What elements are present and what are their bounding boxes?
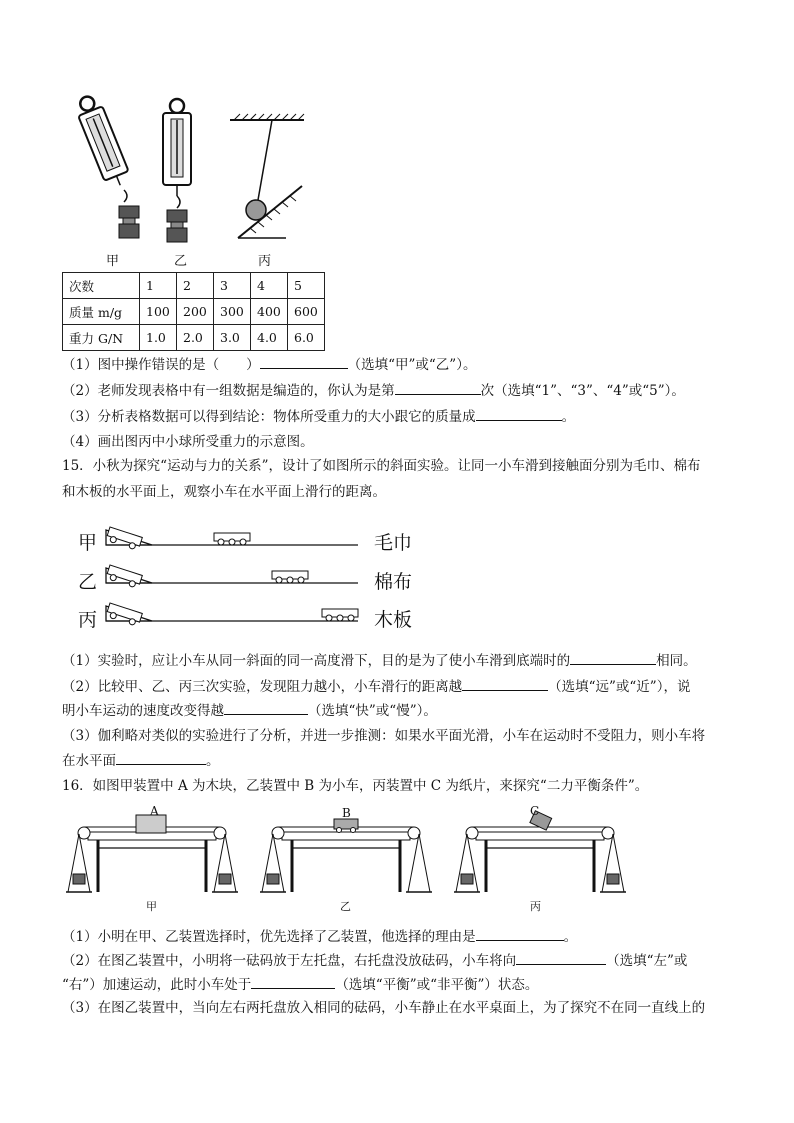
answer-blank[interactable] xyxy=(224,700,308,715)
answer-blank[interactable] xyxy=(476,406,562,421)
cart-letter-b: B xyxy=(342,806,351,820)
spring-scale-tilted-figure xyxy=(0,0,794,260)
row-label-jia: 甲 xyxy=(78,532,98,554)
figure-caption-bing: 丙 xyxy=(530,900,541,913)
table-cell: 1 xyxy=(140,273,177,299)
q15-part-2-cont: 明小车运动的速度改变得越 （选填“快”或“慢”）。 xyxy=(62,700,437,721)
q15-part-3-cont: 在水平面 。 xyxy=(62,750,220,771)
surface-label-towel: 毛巾 xyxy=(374,532,413,554)
table-row xyxy=(63,325,325,351)
q15-part-2: （2）比较甲、乙、丙三次实验，发现阻力越小，小车滑行的距离越 （选填“远”或“近”），说 xyxy=(62,676,690,697)
table-cell: 200 xyxy=(177,299,214,325)
table-row xyxy=(63,273,325,299)
table-cell: 3 xyxy=(214,273,251,299)
balance-apparatus-diagram xyxy=(0,800,794,910)
q15-stem-line-2: 和木板的水平面上，观察小车在水平面上滑行的距离。 xyxy=(62,484,386,500)
q15-part-3: （3）伽利略对类似的实验进行了分析，并进一步推测：如果水平面光滑，小车在运动时不受阻力，则小车将 xyxy=(62,728,706,744)
table-cell: 4 xyxy=(251,273,288,299)
table-cell: 次数 xyxy=(63,273,140,299)
table-cell: 4.0 xyxy=(251,325,288,351)
q15-part-1: （1）实验时，应让小车从同一斜面的同一高度滑下，目的是为了使小车滑到底端时的 相同。 xyxy=(62,650,697,671)
surface-label-cotton: 棉布 xyxy=(374,571,413,593)
row-label-yi: 乙 xyxy=(78,571,98,593)
answer-blank[interactable] xyxy=(395,380,481,395)
table-cell: 重力 G/N xyxy=(63,325,140,351)
table-cell: 2 xyxy=(177,273,214,299)
surface-label-wood: 木板 xyxy=(374,609,413,631)
table-cell: 5 xyxy=(288,273,325,299)
table-cell: 100 xyxy=(140,299,177,325)
table-cell: 300 xyxy=(214,299,251,325)
table-cell: 400 xyxy=(251,299,288,325)
answer-blank[interactable] xyxy=(570,650,656,665)
figure-caption-jia: 甲 xyxy=(146,900,157,913)
q16-stem: 16．如图甲装置中 A 为木块，乙装置中 B 为小车，丙装置中 C 为纸片，来探究“二力平衡条件”。 xyxy=(62,778,649,794)
answer-blank[interactable] xyxy=(462,676,548,691)
answer-blank[interactable] xyxy=(116,750,206,765)
table-cell: 6.0 xyxy=(288,325,325,351)
q16-part-3: （3）在图乙装置中，当向左右两托盘放入相同的砝码，小车静止在水平桌面上，为了探究不在同一直线上的 xyxy=(62,1000,706,1016)
table-cell: 2.0 xyxy=(177,325,214,351)
q16-part-2: （2）在图乙装置中，小明将一砝码放于左托盘，右托盘没放砝码，小车将向 （选填“左”或 xyxy=(62,950,687,971)
figure-label-jia: 甲 xyxy=(106,254,120,269)
table-cell: 3.0 xyxy=(214,325,251,351)
answer-blank[interactable] xyxy=(260,354,348,369)
q16-part-1: （1）小明在甲、乙装置选择时，优先选择了乙装置，他选择的理由是 。 xyxy=(62,926,577,947)
table-cell: 质量 m/g xyxy=(63,299,140,325)
q14-part-3: （3）分析表格数据可以得到结论：物体所受重力的大小跟它的质量成 。 xyxy=(62,406,575,427)
figure-label-yi: 乙 xyxy=(174,254,188,269)
mass-weight-table xyxy=(62,272,325,351)
row-label-bing: 丙 xyxy=(78,609,98,631)
answer-blank[interactable] xyxy=(476,926,564,941)
q14-part-2: （2）老师发现表格中有一组数据是编造的，你认为是第 次（选填“1”、“3”、“4”或“5”）。 xyxy=(62,380,685,401)
q14-part-4: （4）画出图丙中小球所受重力的示意图。 xyxy=(62,434,314,450)
table-cell: 1.0 xyxy=(140,325,177,351)
figure-caption-yi: 乙 xyxy=(340,900,351,913)
q16-part-2-cont: “右”）加速运动，此时小车处于 （选填“平衡”或“非平衡”）状态。 xyxy=(62,974,538,995)
answer-blank[interactable] xyxy=(516,950,606,965)
card-letter-c: C xyxy=(530,804,540,818)
answer-blank[interactable] xyxy=(251,974,335,989)
block-letter-a: A xyxy=(150,804,159,818)
table-row xyxy=(63,299,325,325)
q14-part-1: （1）图中操作错误的是（ ） （选填“甲”或“乙”）。 xyxy=(62,354,476,375)
table-cell: 600 xyxy=(288,299,325,325)
figure-label-bing: 丙 xyxy=(258,254,272,269)
incline-cart-diagram xyxy=(0,510,794,650)
q15-stem-line-1: 15．小秋为探究“运动与力的关系”，设计了如图所示的斜面实验。让同一小车滑到接触面分别为毛巾、棉布 xyxy=(62,458,701,474)
